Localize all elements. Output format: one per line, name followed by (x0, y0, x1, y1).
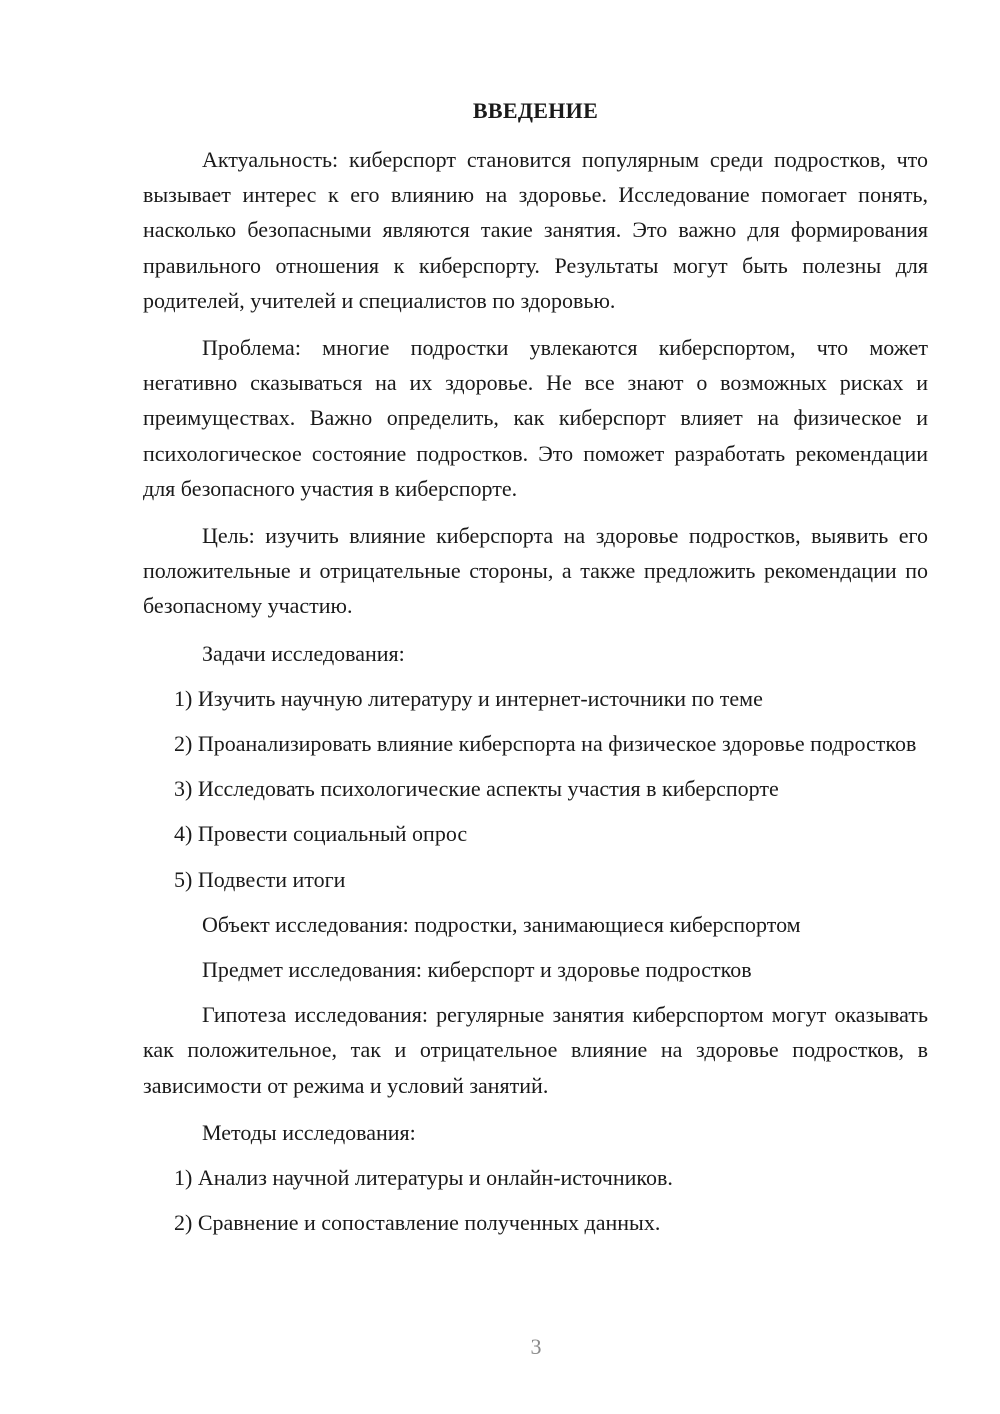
tasks-heading: Задачи исследования: (202, 640, 405, 666)
method-item: 2) Сравнение и сопоставление полученных данных. (174, 1210, 661, 1236)
section-title: ВВЕДЕНИЕ (472, 98, 599, 123)
problem-paragraph: Проблема: многие подростки увлекаются киберспортом, что может негативно сказываться на их здоровье. Не все знают о возможных рисках и преимуществах. Важно определить, как киберспорт влияет на физическое и психологическое состояние подростков. Это поможет разработать рекомендации для безопасного участия в киберспорте. (143, 335, 928, 501)
document-page (143, 94, 928, 1250)
method-item: 1) Анализ научной литературы и онлайн-источников. (174, 1165, 673, 1191)
hypothesis-paragraph: Гипотеза исследования: регулярные занятия киберспортом могут оказывать как положительное, так и отрицательное влияние на здоровье подростков, в зависимости от режима и условий занятий. (143, 1002, 928, 1098)
relevance-paragraph: Актуальность: киберспорт становится популярным среди подростков, что вызывает интерес к его влиянию на здоровье. Исследование помогает понять, насколько безопасными являются такие занятия. Это важно для формирования правильного отношения к киберспорту. Результаты могут быть полезны для родителей, учителей и специалистов по здоровью. (143, 147, 928, 313)
methods-heading: Методы исследования: (202, 1119, 416, 1145)
task-item: 3) Исследовать психологические аспекты участия в киберспорте (174, 776, 779, 802)
subject-line: Предмет исследования: киберспорт и здоровье подростков (202, 957, 752, 983)
goal-paragraph: Цель: изучить влияние киберспорта на здоровье подростков, выявить его положительные и отрицательные стороны, а также предложить рекомендации по безопасному участию. (143, 523, 928, 619)
task-item: 2) Проанализировать влияние киберспорта на физическое здоровье подростков (174, 731, 917, 757)
task-item: 5) Подвести итоги (174, 866, 346, 892)
page-number: 3 (530, 1334, 542, 1359)
task-item: 4) Провести социальный опрос (174, 821, 468, 847)
object-line: Объект исследования: подростки, занимающиеся киберспортом (202, 911, 801, 937)
task-item: 1) Изучить научную литературу и интернет-источники по теме (174, 685, 763, 711)
